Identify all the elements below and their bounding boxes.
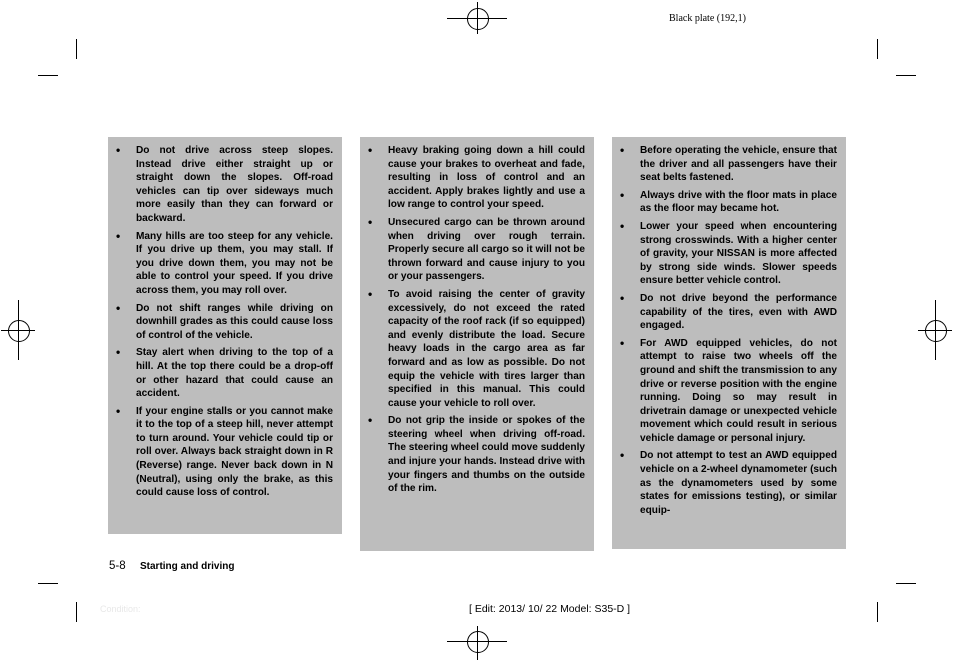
warning-item: • Do not grip the inside or spokes of the steering wheel when driving off-road. The steering wheel could move suddenly and injure your hands. Instead drive with your fingers and thumbs on the outside of the rim. [368, 414, 585, 496]
warning-item: • For AWD equipped vehicles, do not attempt to raise two wheels off the ground and shift the transmission to any drive or reverse position with the engine running. Doing so may result in drivetrain damage or unexpected vehicle movement which could result in serious vehicle damage or personal injury. [620, 337, 837, 446]
warning-column-3 [612, 137, 846, 549]
crop-mark [76, 602, 77, 622]
crop-mark [877, 39, 878, 59]
crop-mark [896, 75, 916, 76]
registration-circle-icon [467, 631, 489, 653]
warning-item: • If your engine stalls or you cannot make it to the top of a steep hill, never attempt to turn around. Your vehicle could tip or roll over. Always back straight down in R (Reverse) range. Never back down in N (Neutral), using only the brake, as this could cause loss of control. [116, 405, 333, 500]
condition-label: Condition: [100, 604, 141, 614]
warning-item: • Lower your speed when encountering strong crosswinds. With a higher center of gravity, your NISSAN is more affected by strong side winds. Slower speeds ensure better vehicle control. [620, 220, 837, 288]
warning-item: • Stay alert when driving to the top of a hill. At the top there could be a drop-off or other hazard that could cause an accident. [116, 346, 333, 400]
registration-circle-icon [8, 320, 30, 342]
registration-circle-icon [925, 320, 947, 342]
plate-label: Black plate (192,1) [669, 13, 746, 24]
warning-item: • Unsecured cargo can be thrown around when driving over rough terrain. Properly secure all cargo so it will not be thrown forward and cause injury to you or your passengers. [368, 216, 585, 284]
warning-item: • Do not attempt to test an AWD equipped vehicle on a 2-wheel dynamometer (such as the dynamometers used by some states for emissions testing), or similar equip- [620, 449, 837, 517]
warning-item: • Before operating the vehicle, ensure that the driver and all passengers have their seat belts fastened. [620, 144, 837, 185]
edit-info: [ Edit: 2013/ 10/ 22 Model: S35-D ] [469, 603, 631, 615]
page-number: 5-8 [109, 560, 126, 572]
crop-mark [38, 583, 58, 584]
warning-item: • Do not drive beyond the performance capability of the tires, even with AWD engaged. [620, 292, 837, 333]
warning-column-1 [108, 137, 342, 534]
warning-item: • Always drive with the floor mats in place as the floor may became hot. [620, 189, 837, 216]
section-title: Starting and driving [140, 561, 235, 572]
warning-item: • Heavy braking going down a hill could cause your brakes to overheat and fade, resulting in loss of control and an accident. Apply brakes lightly and use a low range to control your speed. [368, 144, 585, 212]
warning-item: • Do not drive across steep slopes. Instead drive either straight up or straight down the slopes. Off-road vehicles can tip over sideways much more easily than they can forward or backward. [116, 144, 333, 226]
warning-item: • Many hills are too steep for any vehicle. If you drive up them, you may stall. If you drive down them, you may not be able to control your speed. If you drive across them, you may roll over. [116, 230, 333, 298]
warning-item: • Do not shift ranges while driving on downhill grades as this could cause loss of control of the vehicle. [116, 302, 333, 343]
crop-mark [877, 602, 878, 622]
crop-mark [38, 75, 58, 76]
warning-item: • To avoid raising the center of gravity excessively, do not exceed the rated capacity of the roof rack (if so equipped) and evenly distribute the load. Secure heavy loads in the cargo area as far forward and as low as possible. Do not equip the vehicle with tires larger than specified in this manual. This could cause your vehicle to roll over. [368, 288, 585, 410]
crop-mark [76, 39, 77, 59]
warning-column-2 [360, 137, 594, 551]
crop-mark [896, 583, 916, 584]
registration-circle-icon [467, 8, 489, 30]
